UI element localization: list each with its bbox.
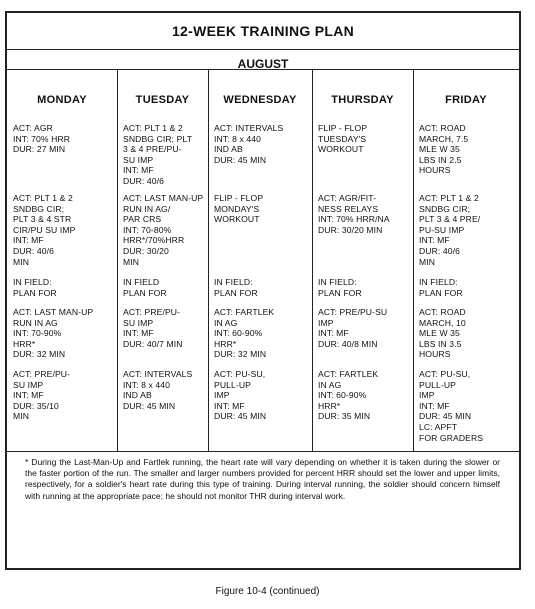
column-tuesday	[117, 70, 208, 452]
day-header-monday: MONDAY	[37, 94, 87, 106]
column-thursday	[312, 70, 413, 452]
schedule-cell: ACT: PRE/PU- SU IMP INT: MF DUR: 40/7 MIN	[123, 307, 183, 349]
schedule-cell: ACT: PLT 1 & 2 SNDBG CIR; PLT 3 & 4 PRE/ PU-SU IMP INT: MF DUR: 40/6 MIN	[419, 193, 481, 267]
schedule-cell: FLIP - FLOP TUESDAY'S WORKOUT	[318, 123, 368, 155]
schedule-cell: ACT: PRE/PU-SU IMP INT: MF DUR: 40/8 MIN	[318, 307, 388, 349]
day-header-wednesday: WEDNESDAY	[223, 94, 297, 106]
schedule-cell: ACT: PU-SU, PULL-UP IMP INT: MF DUR: 45 MIN LC: APFT FOR GRADERS	[419, 369, 484, 443]
table-title: 12-WEEK TRAINING PLAN	[171, 23, 355, 39]
schedule-cell: ACT: PRE/PU- SU IMP INT: MF DUR: 35/10 MIN	[13, 369, 71, 422]
schedule-cell: ACT: INTERVALS INT: 8 x 440 IND AB DUR: 45 MIN	[214, 123, 284, 165]
schedule-cell: ACT: LAST MAN-UP RUN IN AG INT: 70-90% HRR* DUR: 32 MIN	[13, 307, 94, 360]
schedule-cell: ACT: AGR INT: 70% HRR DUR: 27 MIN	[13, 123, 71, 155]
schedule-cell: IN FIELD: PLAN FOR	[13, 277, 57, 298]
figure-caption: Figure 10-4 (continued)	[215, 586, 320, 597]
day-header-friday: FRIDAY	[445, 94, 487, 106]
schedule-cell: ACT: PLT 1 & 2 SNDBG CIR; PLT 3 & 4 PRE/PU- SU IMP INT: MF DUR: 40/6	[123, 123, 193, 186]
footnote: * During the Last-Man-Up and Fartlek running, the heart rate will vary depending on whether it is taken during the slower or the faster portion of the run. The smaller and larger numbers provided for percent HRR should set the lower and upper limits, respectively, for a soldier's heart rate during this type of training. During interval running, the soldier should concern himself with running at the appropriate pace; he should not monitor THR during interval work.	[25, 457, 500, 501]
schedule-cell: ACT: ROAD MARCH, 7.5 MLE W 35 LBS IN 2.5 HOURS	[419, 123, 469, 176]
day-header-tuesday: TUESDAY	[135, 94, 190, 106]
schedule-cell: ACT: INTERVALS INT: 8 x 440 IND AB DUR: 45 MIN	[123, 369, 193, 411]
schedule-cell: ACT: FARTLEK IN AG INT: 60-90% HRR* DUR: 35 MIN	[318, 369, 379, 422]
title-divider	[7, 49, 519, 50]
column-monday	[7, 70, 117, 452]
schedule-cell: ACT: LAST MAN-UP RUN IN AG/ PAR CRS INT: 70-80% HRR*/70%HRR DUR: 30/20 MIN	[123, 193, 204, 267]
schedule-cell: ACT: AGR/FIT- NESS RELAYS INT: 70% HRR/NA DUR: 30/20 MIN	[318, 193, 390, 235]
month-header: AUGUST	[237, 57, 289, 71]
schedule-cell: FLIP - FLOP MONDAY'S WORKOUT	[214, 193, 264, 225]
schedule-cell: IN FIELD PLAN FOR	[123, 277, 167, 298]
day-header-thursday: THURSDAY	[331, 94, 394, 106]
column-friday	[413, 70, 519, 452]
schedule-cell: ACT: PU-SU, PULL-UP IMP INT: MF DUR: 45 MIN	[214, 369, 267, 422]
column-wednesday	[208, 70, 312, 452]
schedule-cell: ACT: ROAD MARCH, 10 MLE W 35 LBS IN 3.5 HOURS	[419, 307, 466, 360]
schedule-cell: ACT: PLT 1 & 2 SNDBG CIR; PLT 3 & 4 STR CIR/PU SU IMP INT: MF DUR: 40/6 MIN	[13, 193, 76, 267]
schedule-cell: IN FIELD: PLAN FOR	[214, 277, 258, 298]
schedule-cell: IN FIELD: PLAN FOR	[419, 277, 463, 298]
schedule-cell: IN FIELD: PLAN FOR	[318, 277, 362, 298]
schedule-cell: ACT: FARTLEK IN AG INT: 60-90% HRR* DUR: 32 MIN	[214, 307, 275, 360]
